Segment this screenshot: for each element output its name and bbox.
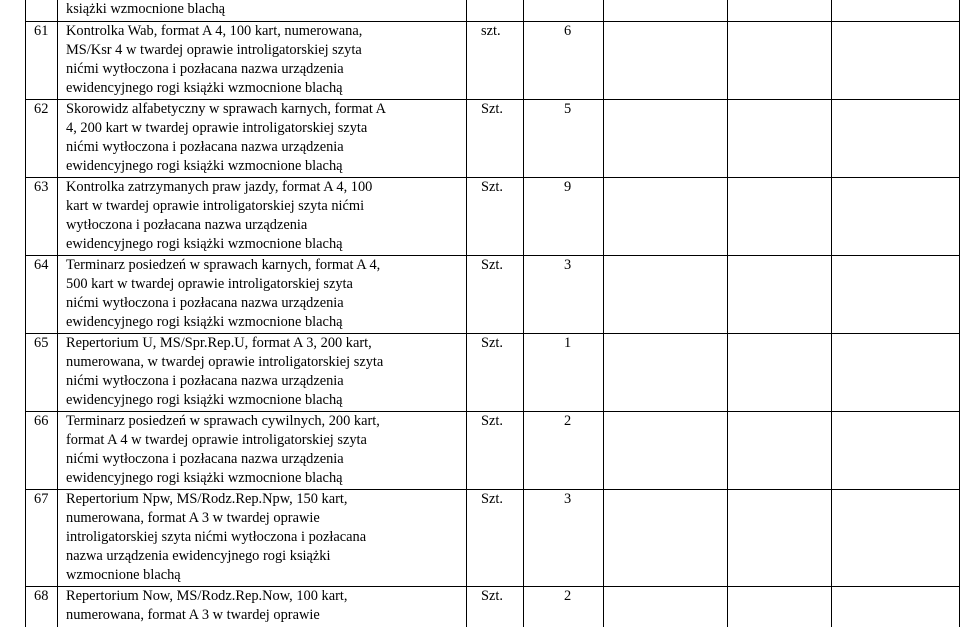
empty-cell [728, 334, 832, 412]
item-unit: Szt. [467, 334, 524, 412]
empty-cell [832, 256, 960, 334]
empty-cell [832, 178, 960, 256]
description-line: Repertorium U, MS/Spr.Rep.U, format A 3, 200 kart, [66, 335, 372, 351]
empty-cell [832, 412, 960, 490]
item-number: 63 [25, 178, 58, 256]
description-line: Repertorium Npw, MS/Rodz.Rep.Npw, 150 kart, [66, 491, 348, 507]
item-quantity: 2 [524, 412, 604, 490]
description-line: Kontrolka zatrzymanych praw jazdy, format A 4, 100 [66, 179, 373, 195]
item-quantity: 2 [524, 587, 604, 627]
empty-cell [832, 0, 960, 21]
item-description [58, 22, 467, 100]
description-line: numerowana, format A 3 w twardej oprawie [66, 510, 320, 526]
description-line: 4, 200 kart w twardej oprawie introligatorskiej szyta [66, 120, 368, 136]
description-line: numerowana, w twardej oprawie introligatorskiej szyta [66, 354, 384, 370]
item-unit: Szt. [467, 490, 524, 587]
empty-cell [728, 256, 832, 334]
description-line: Terminarz posiedzeń w sprawach karnych, format A 4, [66, 257, 381, 273]
empty-cell [728, 490, 832, 587]
empty-cell [604, 490, 728, 587]
item-unit: Szt. [467, 178, 524, 256]
empty-cell [728, 587, 832, 627]
item-number: 61 [25, 22, 58, 100]
description-line: 500 kart w twardej oprawie introligatorskiej szyta [66, 276, 353, 292]
description-line: ewidencyjnego rogi książki wzmocnione blachą [66, 158, 343, 174]
empty-cell [604, 100, 728, 178]
description-line: kart w twardej oprawie introligatorskiej szyta nićmi [66, 198, 365, 214]
item-unit: Szt. [467, 100, 524, 178]
item-description [58, 0, 467, 21]
item-quantity [524, 0, 604, 21]
table-row [25, 255, 960, 334]
description-line: Skorowidz alfabetyczny w sprawach karnych, format A [66, 101, 387, 117]
empty-cell [728, 22, 832, 100]
item-description [58, 178, 467, 256]
item-unit: Szt. [467, 256, 524, 334]
item-unit: szt. [467, 22, 524, 100]
item-number: 65 [25, 334, 58, 412]
empty-cell [604, 22, 728, 100]
item-number: 66 [25, 412, 58, 490]
table-row [25, 411, 960, 490]
description-line: ewidencyjnego rogi książki wzmocnione blachą [66, 236, 343, 252]
table-row [25, 99, 960, 178]
item-quantity: 3 [524, 256, 604, 334]
description-line: nićmi wytłoczona i pozłacana nazwa urządzenia [66, 451, 344, 467]
empty-cell [728, 100, 832, 178]
empty-cell [832, 334, 960, 412]
empty-cell [728, 178, 832, 256]
description-line: nićmi wytłoczona i pozłacana nazwa urządzenia [66, 61, 344, 77]
item-quantity: 5 [524, 100, 604, 178]
description-line: introligatorskiej szyta nićmi wytłoczona i pozłacana [66, 529, 367, 545]
description-line: ewidencyjnego rogi książki wzmocnione blachą [66, 80, 343, 96]
description-line: MS/Ksr 4 w twardej oprawie introligatorskiej szyta [66, 42, 362, 58]
description-line: nićmi wytłoczona i pozłacana nazwa urządzenia [66, 139, 344, 155]
item-description [58, 100, 467, 178]
empty-cell [728, 412, 832, 490]
description-line: wytłoczona i pozłacana nazwa urządzenia [66, 217, 308, 233]
empty-cell [604, 178, 728, 256]
table-row [25, 489, 960, 587]
description-line: książki wzmocnione blachą [66, 1, 226, 17]
empty-cell [832, 100, 960, 178]
empty-cell [604, 256, 728, 334]
item-number: 64 [25, 256, 58, 334]
empty-cell [604, 334, 728, 412]
item-description [58, 412, 467, 490]
description-line: wzmocnione blachą [66, 567, 181, 583]
description-line: ewidencyjnego rogi książki wzmocnione blachą [66, 470, 343, 486]
item-unit: Szt. [467, 587, 524, 627]
table-row [25, 21, 960, 100]
item-description [58, 490, 467, 587]
item-number: 67 [25, 490, 58, 587]
item-unit [467, 0, 524, 21]
description-line: nazwa urządzenia ewidencyjnego rogi książki [66, 548, 331, 564]
description-line: ewidencyjnego rogi książki wzmocnione blachą [66, 314, 343, 330]
item-description [58, 587, 467, 627]
empty-cell [604, 587, 728, 627]
item-quantity: 6 [524, 22, 604, 100]
description-line: numerowana, format A 3 w twardej oprawie [66, 607, 320, 623]
item-description [58, 334, 467, 412]
description-line: nićmi wytłoczona i pozłacana nazwa urządzenia [66, 373, 344, 389]
description-line: Kontrolka Wab, format A 4, 100 kart, numerowana, [66, 23, 363, 39]
empty-cell [832, 22, 960, 100]
empty-cell [832, 490, 960, 587]
table-row [25, 177, 960, 256]
item-number: 68 [25, 587, 58, 627]
empty-cell [604, 0, 728, 21]
empty-cell [604, 412, 728, 490]
description-line: nićmi wytłoczona i pozłacana nazwa urządzenia [66, 295, 344, 311]
table-row [25, 333, 960, 412]
description-line: ewidencyjnego rogi książki wzmocnione blachą [66, 392, 343, 408]
item-quantity: 3 [524, 490, 604, 587]
table-row [25, 586, 960, 627]
item-number: 62 [25, 100, 58, 178]
description-line: Terminarz posiedzeń w sprawach cywilnych, 200 kart, [66, 413, 380, 429]
empty-cell [728, 0, 832, 21]
item-quantity: 9 [524, 178, 604, 256]
item-quantity: 1 [524, 334, 604, 412]
description-line: Repertorium Now, MS/Rodz.Rep.Now, 100 kart, [66, 588, 348, 604]
description-line: format A 4 w twardej oprawie introligatorskiej szyta [66, 432, 367, 448]
item-description [58, 256, 467, 334]
item-number [25, 0, 58, 21]
table-row [25, 0, 960, 21]
empty-cell [832, 587, 960, 627]
item-unit: Szt. [467, 412, 524, 490]
